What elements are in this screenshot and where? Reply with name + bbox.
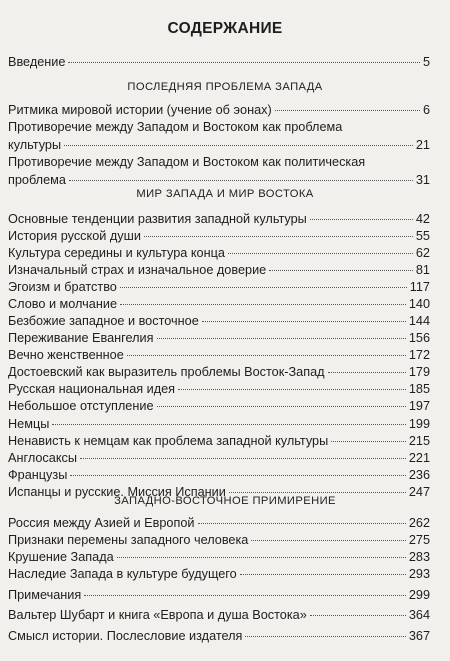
entry-row [8,313,430,331]
toc-entry[interactable] [8,313,430,331]
page-number: 62 [415,246,430,260]
toc-entry[interactable] [8,245,430,263]
dot-leader [275,110,420,111]
entry-row [8,398,430,416]
dot-leader [269,270,413,271]
dot-leader [120,287,407,288]
dot-leader [68,62,419,63]
entry-row [8,228,430,246]
entry-title: Крушение Запада [8,550,114,564]
entry-title: Введение [8,55,66,69]
page-number: 197 [408,399,430,413]
dot-leader [240,574,406,575]
toc-entry[interactable] [8,364,430,382]
toc-entry[interactable] [8,566,430,584]
entry-title: Россия между Азией и Европой [8,516,195,530]
entry-title-line: Противоречие между Западом и Востоком как проблема [8,120,343,134]
toc-entry[interactable] [8,296,430,314]
entry-title: Смысл истории. Послесловие издателя [8,629,243,643]
page-number: 236 [408,468,430,482]
entry-title: Ритмика мировой истории (учение об эонах) [8,103,272,117]
dot-leader [202,321,406,322]
entry-row [8,245,430,263]
page-number: 144 [408,314,430,328]
entry-row [8,467,430,485]
page-number: 117 [409,280,430,294]
page-title: СОДЕРЖАНИЕ [167,20,283,37]
entry-row [8,566,430,584]
page-number: 262 [408,516,430,530]
entry-title: Немцы [8,417,50,431]
toc-entry[interactable] [8,607,430,625]
entry-title: Испанцы и русские. Миссия Испании [8,485,226,499]
toc-entry[interactable] [8,154,430,189]
entry-title: Вальтер Шубарт и книга «Европа и душа Востока» [8,608,307,622]
dot-leader [69,180,413,181]
page-number: 21 [415,137,430,152]
entry-row [8,364,430,382]
entry-row [8,607,430,625]
toc-entry[interactable] [8,330,430,348]
entry-title: Небольшое отступление [8,399,154,413]
toc-entry[interactable] [8,54,430,72]
entry-title: Вечно женственное [8,348,124,362]
dot-leader [178,389,406,390]
entry-row [8,172,430,190]
toc-entry[interactable] [8,381,430,399]
dot-leader [331,441,406,442]
entry-row [8,137,430,155]
entry-title: Культура середины и культура конца [8,246,225,260]
entry-row [8,381,430,399]
dot-leader [310,219,413,220]
dot-leader [127,355,406,356]
entry-title: Переживание Евангелия [8,331,154,345]
dot-leader [228,253,413,254]
toc-entry[interactable] [8,279,430,297]
toc-entry[interactable] [8,515,430,533]
dot-leader [64,145,413,146]
entry-row [8,628,430,646]
entry-row [8,102,430,120]
entry-row [8,532,430,550]
dot-leader [52,424,406,425]
dot-leader [70,475,406,476]
page-number: 367 [408,629,430,643]
entry-title: Безбожие западное и восточное [8,314,199,328]
section-heading: МИР ЗАПАДА И МИР ВОСТОКА [136,188,314,200]
page-number: 6 [422,103,430,117]
page-number: 185 [408,382,430,396]
page-number: 42 [415,212,430,226]
entry-title: Англосаксы [8,451,77,465]
entry-title: Примечания [8,588,82,602]
dot-leader [80,458,406,459]
page-number: 172 [408,348,430,362]
entry-row [8,211,430,229]
toc-entry[interactable] [8,467,430,485]
entry-row [8,262,430,280]
toc-entry[interactable] [8,119,430,154]
dot-leader [157,338,406,339]
entry-title: проблема [8,172,66,187]
entry-row [8,515,430,533]
dot-leader [310,615,406,616]
entry-title: Признаки перемены западного человека [8,533,249,547]
toc-entry[interactable] [8,628,430,646]
dot-leader [157,406,406,407]
entry-title: Русская национальная идея [8,382,176,396]
page-number: 199 [408,417,430,431]
dot-leader [229,492,406,493]
page-number: 55 [415,229,430,243]
toc-entry[interactable] [8,262,430,280]
entry-title: Ненависть к немцам как проблема западной культуры [8,434,329,448]
entry-title: Эгоизм и братство [8,280,117,294]
entry-row [8,450,430,468]
section-heading: ЗАПАДНО-ВОСТОЧНОЕ ПРИМИРЕНИЕ [114,495,336,507]
page-number: 179 [408,365,430,379]
toc-entry[interactable] [8,450,430,468]
entry-title: История русской души [8,229,141,243]
dot-leader [144,236,413,237]
page-number: 364 [408,608,430,622]
entry-title: культуры [8,137,62,152]
page-number: 156 [408,331,430,345]
entry-title: Французы [8,468,68,482]
dot-leader [251,540,405,541]
page-number: 215 [408,434,430,448]
entry-title-line: Противоречие между Западом и Востоком как политическая [8,155,366,169]
dot-leader [84,595,406,596]
entry-row [8,330,430,348]
entry-row [8,347,430,365]
page-number: 299 [408,588,430,602]
page-number: 5 [422,55,430,69]
entry-row [8,296,430,314]
entry-row [8,54,430,72]
toc-entry[interactable] [8,587,430,605]
toc-entry[interactable] [8,416,430,434]
entry-title: Наследие Запада в культуре будущего [8,567,237,581]
section-heading: ПОСЛЕДНЯЯ ПРОБЛЕМА ЗАПАДА [127,81,323,93]
dot-leader [198,523,406,524]
page-number: 81 [415,263,430,277]
dot-leader [117,557,406,558]
toc-entry[interactable] [8,347,430,365]
entry-title: Достоевский как выразитель проблемы Восток-Запад [8,365,325,379]
page-number: 221 [408,451,430,465]
page-number: 140 [408,297,430,311]
entry-row [8,433,430,451]
page-number: 293 [408,567,430,581]
page-number: 247 [408,485,430,499]
dot-leader [120,304,406,305]
toc-entry[interactable] [8,102,430,120]
toc-entry[interactable] [8,532,430,550]
entry-title: Изначальный страх и изначальное доверие [8,263,267,277]
dot-leader [245,636,405,637]
toc-entry[interactable] [8,228,430,246]
toc-entry[interactable] [8,211,430,229]
page-number: 275 [408,533,430,547]
dot-leader [328,372,406,373]
page-number: 31 [415,172,430,187]
entry-row [8,549,430,567]
entry-row [8,587,430,605]
toc-entry[interactable] [8,398,430,416]
entry-title: Слово и молчание [8,297,117,311]
entry-row [8,416,430,434]
entry-title: Основные тенденции развития западной культуры [8,212,307,226]
toc-entry[interactable] [8,433,430,451]
entry-row [8,279,430,297]
page-number: 283 [408,550,430,564]
toc-entry[interactable] [8,549,430,567]
